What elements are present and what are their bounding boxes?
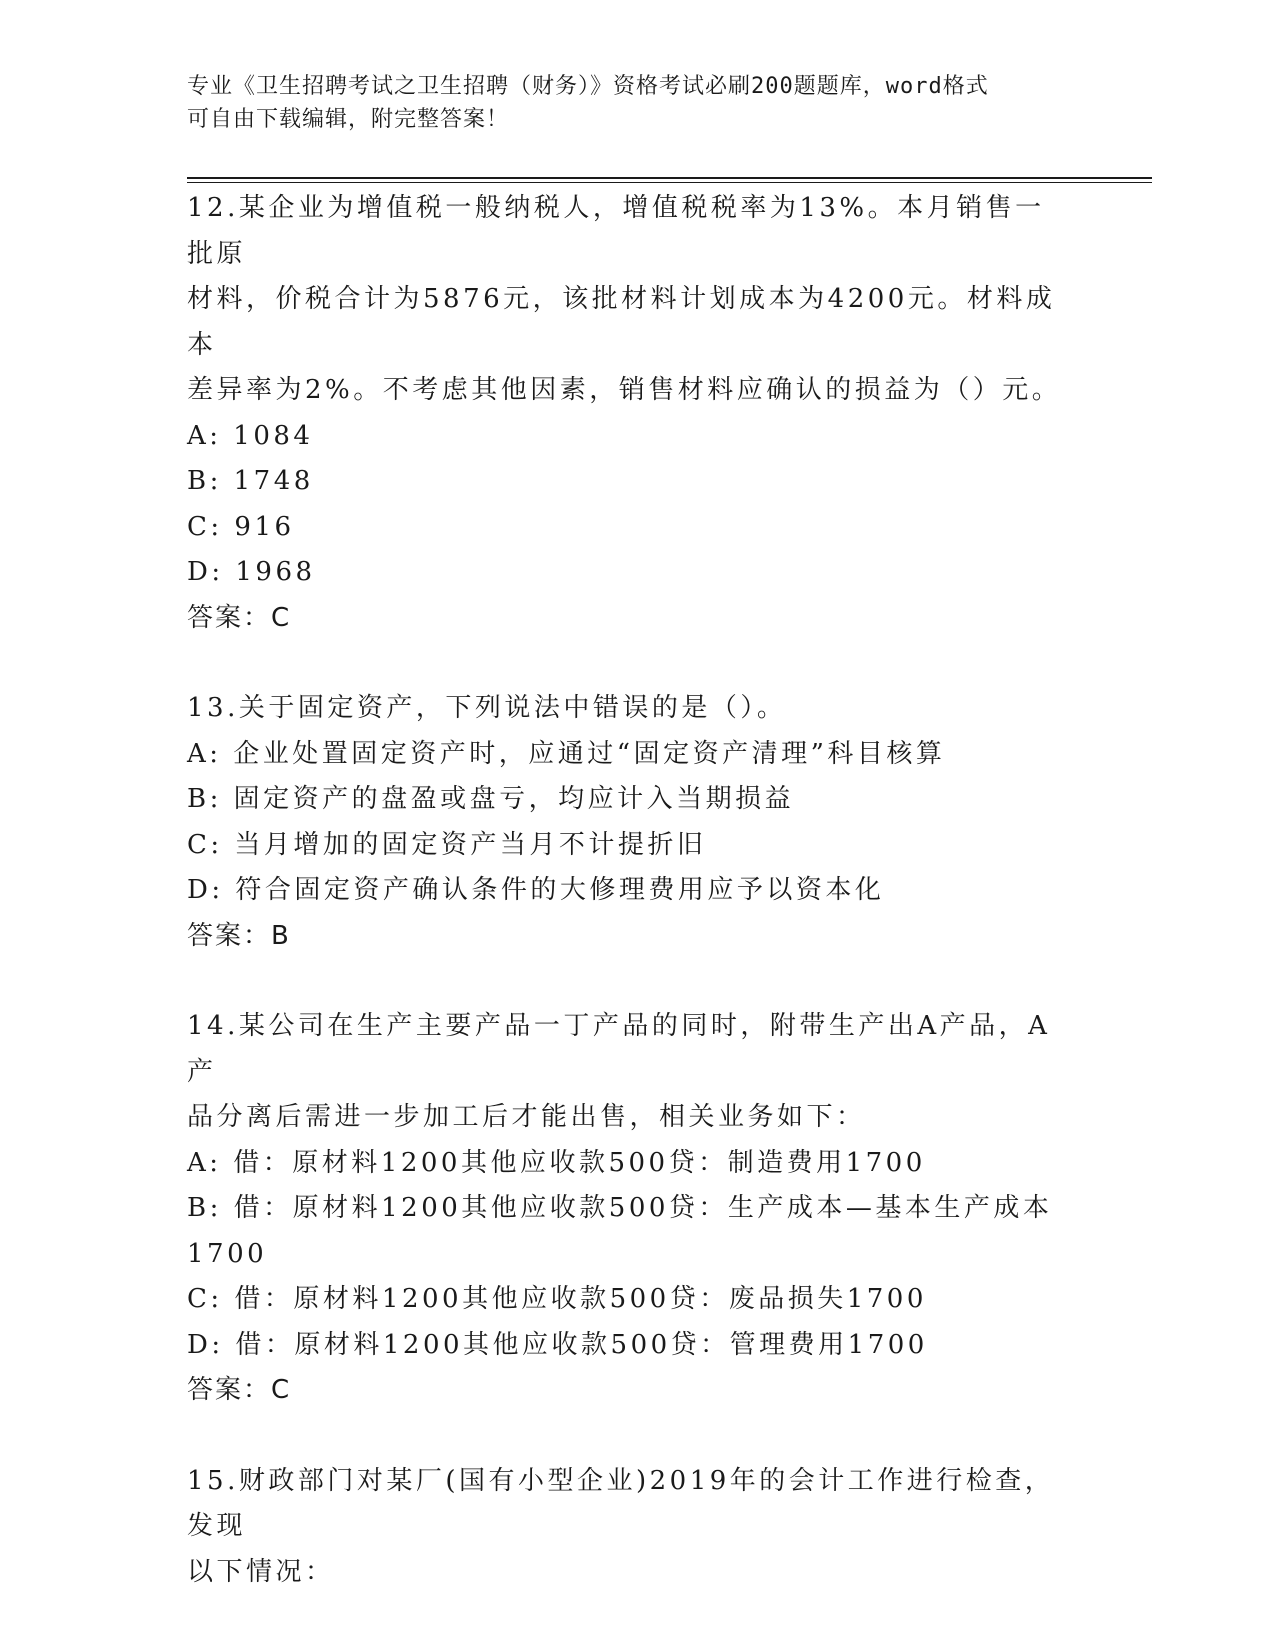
- question-stem-line: 12.某企业为增值税一般纳税人，增值税税率为13%。本月销售一批原: [187, 193, 1045, 269]
- question-stem-line: 以下情况：: [187, 1556, 335, 1587]
- option-c: C: 当月增加的固定资产当月不计提折旧: [187, 829, 707, 860]
- option-b: B: 借：原材料1200其他应收款500贷：生产成本—基本生产成本: [187, 1193, 1053, 1223]
- option-b-continued: 1700: [187, 1238, 268, 1269]
- option-c: C: 916: [187, 511, 295, 542]
- question-stem-line: 14.某公司在生产主要产品一丁产品的同时，附带生产出A产品，A产: [187, 1011, 1051, 1087]
- option-a: A: 借：原材料1200其他应收款500贷：制造费用1700: [187, 1147, 926, 1178]
- header-line-2: 可自由下载编辑，附完整答案！: [187, 107, 510, 132]
- answer-line: 答案：C: [187, 602, 292, 633]
- option-b: B: 1748: [187, 466, 314, 496]
- question-stem-line: 15.财政部门对某厂(国有小型企业)2019年的会计工作进行检查，发现: [187, 1465, 1055, 1541]
- header-divider: [187, 177, 1152, 183]
- option-d: D: 借：原材料1200其他应收款500贷：管理费用1700: [187, 1329, 928, 1360]
- answer-line: 答案：C: [187, 1375, 292, 1405]
- question-stem-line: 差异率为2%。不考虑其他因素，销售材料应确认的损益为（）元。: [187, 375, 1062, 405]
- option-b: B: 固定资产的盘盈或盘亏，均应计入当期损益: [187, 784, 795, 814]
- header-line-1: 专业《卫生招聘考试之卫生招聘（财务）》资格考试必刷200题题库，word格式: [187, 74, 989, 99]
- question-15: [187, 1459, 1067, 1596]
- question-14: [187, 1004, 1067, 1414]
- document-header: [187, 70, 1067, 136]
- option-a: A: 1084: [187, 420, 314, 451]
- answer-line: 答案：B: [187, 920, 291, 951]
- question-stem-line: 材料，价税合计为5876元，该批材料计划成本为4200元。材料成本: [187, 284, 1056, 360]
- question-stem-line: 品分离后需进一步加工后才能出售，相关业务如下：: [187, 1102, 866, 1132]
- option-d: D: 符合固定资产确认条件的大修理费用应予以资本化: [187, 875, 885, 905]
- option-d: D: 1968: [187, 557, 316, 587]
- question-13: [187, 686, 1067, 959]
- option-c: C: 借：原材料1200其他应收款500贷：废品损失1700: [187, 1284, 927, 1314]
- question-12: [187, 186, 1067, 641]
- question-list: [187, 186, 1067, 1640]
- option-a: A: 企业处置固定资产时，应通过“固定资产清理”科目核算: [187, 738, 946, 769]
- question-stem-line: 13.关于固定资产，下列说法中错误的是（）。: [187, 693, 787, 723]
